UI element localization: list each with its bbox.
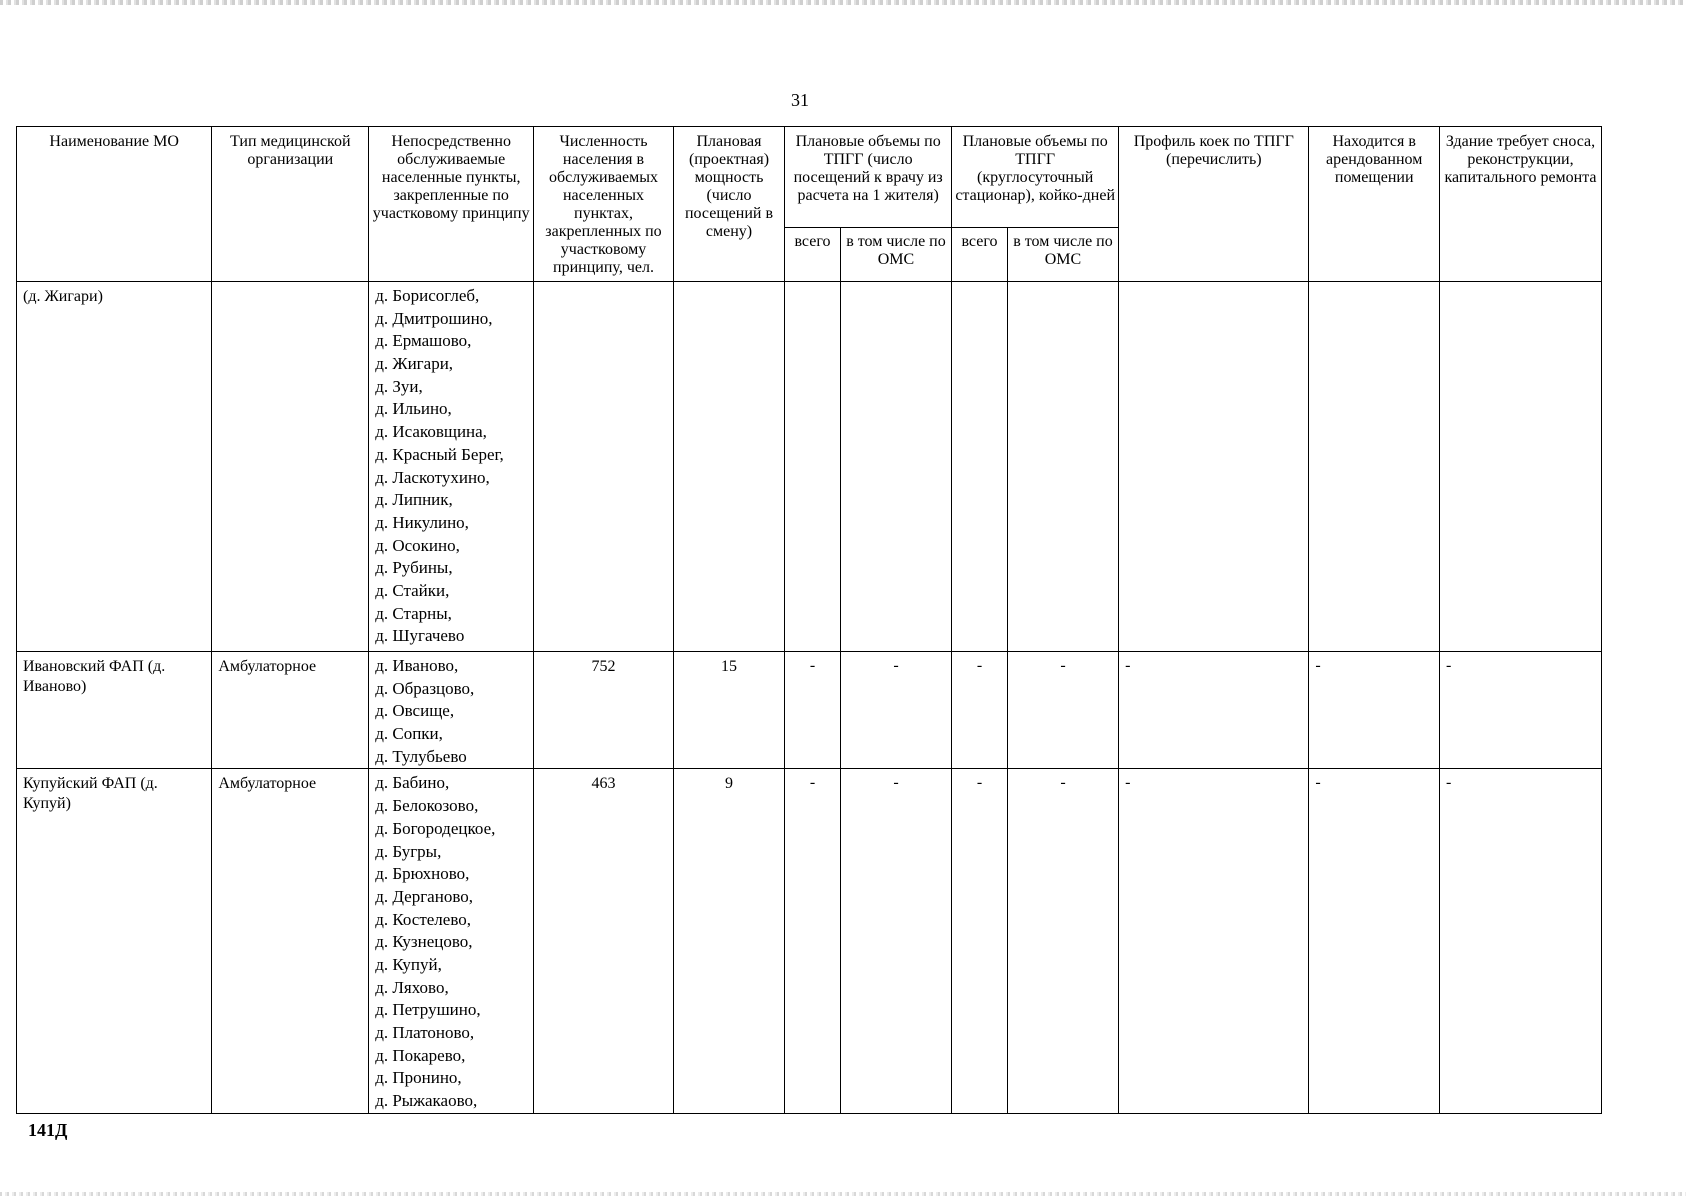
settlement-item: д. Старны, (375, 603, 452, 623)
org-type-cell: Амбулаторное (212, 769, 369, 1114)
settlement-item: д. Кузнецово, (375, 932, 473, 952)
settlement-item: д. Шугачево (375, 626, 465, 646)
header-beds-group: Плановые объемы по ТПГГ (круглосуточный стационар), койко-дней (952, 127, 1119, 228)
capacity-cell: 15 (673, 652, 784, 769)
beds-oms-cell: - (1007, 769, 1118, 1114)
header-bed-profile: Профиль коек по ТПГГ (перечислить) (1119, 127, 1309, 282)
mo-name-cell: Купуйский ФАП (д. Купуй) (17, 769, 212, 1114)
beds-total-cell: - (952, 769, 1008, 1114)
header-mo-name: Наименование МО (17, 127, 212, 282)
settlement-item: д. Липник, (375, 490, 453, 510)
mo-name-cell: (д. Жигари) (17, 282, 212, 652)
settlement-item: д. Брюхново, (375, 864, 470, 884)
header-rented: Находится в арендованном помещении (1309, 127, 1440, 282)
beds-oms-cell (1007, 282, 1118, 652)
visits-oms-cell: - (840, 652, 951, 769)
settlement-item: д. Образцово, (375, 678, 475, 698)
settlement-item: д. Рубины, (375, 558, 453, 578)
table-row (17, 769, 1602, 1114)
org-type-cell: Амбулаторное (212, 652, 369, 769)
beds-total-cell: - (952, 652, 1008, 769)
settlement-item: д. Сопки, (375, 724, 443, 744)
header-beds-oms: в том числе по ОМС (1007, 228, 1118, 282)
visits-total-cell (785, 282, 841, 652)
settlement-item: д. Бабино, (375, 773, 450, 793)
scan-edge-bottom (0, 1192, 1686, 1196)
settlement-item: д. Дмитрошино, (375, 308, 493, 328)
header-visits-oms: в том числе по ОМС (840, 228, 951, 282)
header-capacity: Плановая (проектная) мощность (число посещений в смену) (673, 127, 784, 282)
settlements-cell (369, 652, 534, 769)
settlement-item: д. Богородецкое, (375, 818, 496, 838)
capacity-cell (673, 282, 784, 652)
settlement-item: д. Ласкотухино, (375, 467, 490, 487)
settlement-item: д. Ильино, (375, 399, 452, 419)
header-visits-total: всего (785, 228, 841, 282)
header-building: Здание требует сноса, реконструкции, капитального ремонта (1439, 127, 1601, 282)
settlement-item: д. Исаковщина, (375, 422, 487, 442)
header-beds-total: всего (952, 228, 1008, 282)
settlement-item: д. Ляхово, (375, 977, 449, 997)
bed-profile-cell: - (1119, 652, 1309, 769)
header-visits-group: Плановые объемы по ТПГГ (число посещений к врачу из расчета на 1 жителя) (785, 127, 952, 228)
settlements-list (369, 652, 533, 768)
settlements-cell (369, 282, 534, 652)
scan-edge-top (0, 0, 1686, 5)
settlement-item: д. Красный Берег, (375, 444, 504, 464)
settlement-item: д. Петрушино, (375, 1000, 481, 1020)
settlement-item: д. Купуй, (375, 954, 442, 974)
population-cell (534, 282, 674, 652)
beds-total-cell (952, 282, 1008, 652)
settlements-cell (369, 769, 534, 1114)
settlements-list (369, 282, 533, 648)
settlement-item: д. Платоново, (375, 1023, 475, 1042)
visits-oms-cell: - (840, 769, 951, 1114)
bed-profile-cell: - (1119, 769, 1309, 1114)
settlement-item: д. Рыжакаово, (375, 1091, 478, 1111)
building-cell (1439, 282, 1601, 652)
rented-cell: - (1309, 769, 1440, 1114)
page-number: 31 (791, 90, 809, 110)
settlement-item: д. Ермашово, (375, 331, 472, 351)
beds-oms-cell: - (1007, 652, 1118, 769)
table-row (17, 652, 1602, 769)
visits-total-cell: - (785, 652, 841, 769)
settlement-item: д. Иваново, (375, 656, 459, 675)
settlement-item: д. Костелево, (375, 909, 471, 929)
building-cell: - (1439, 769, 1601, 1114)
settlement-item: д. Тулубьево (375, 746, 467, 766)
settlement-item: д. Жигари, (375, 354, 454, 374)
header-org-type: Тип медицинской организации (212, 127, 369, 282)
bed-profile-cell (1119, 282, 1309, 652)
building-cell: - (1439, 652, 1601, 769)
org-type-cell (212, 282, 369, 652)
table-row (17, 282, 1602, 652)
header-settlements: Непосредственно обслуживаемые населенные пункты, закрепленные по участковому принципу (369, 127, 534, 282)
settlement-item: д. Никулино, (375, 512, 469, 532)
population-cell: 463 (534, 769, 674, 1114)
visits-total-cell: - (785, 769, 841, 1114)
mo-name-cell: Ивановский ФАП (д. Иваново) (17, 652, 212, 769)
settlement-item: д. Покарево, (375, 1045, 466, 1065)
medical-organizations-table (16, 126, 1602, 1114)
visits-oms-cell (840, 282, 951, 652)
settlements-list (369, 769, 533, 1112)
settlement-item: д. Белокозово, (375, 796, 479, 816)
capacity-cell: 9 (673, 769, 784, 1114)
rented-cell (1309, 282, 1440, 652)
settlement-item: д. Стайки, (375, 580, 450, 600)
header-row (17, 127, 1602, 228)
settlement-item: д. Овсище, (375, 701, 455, 721)
rented-cell: - (1309, 652, 1440, 769)
settlement-item: д. Дерганово, (375, 886, 473, 906)
settlement-item: д. Бугры, (375, 841, 442, 861)
settlement-item: д. Осокино, (375, 535, 460, 555)
page-code: 141Д (28, 1120, 68, 1140)
settlement-item: д. Пронино, (375, 1068, 462, 1088)
header-population: Численность населения в обслуживаемых населенных пунктах, закрепленных по участковому принципу, чел. (534, 127, 674, 282)
settlement-item: д. Зуи, (375, 376, 423, 396)
settlement-item: д. Борисоглеб, (375, 286, 480, 305)
population-cell: 752 (534, 652, 674, 769)
